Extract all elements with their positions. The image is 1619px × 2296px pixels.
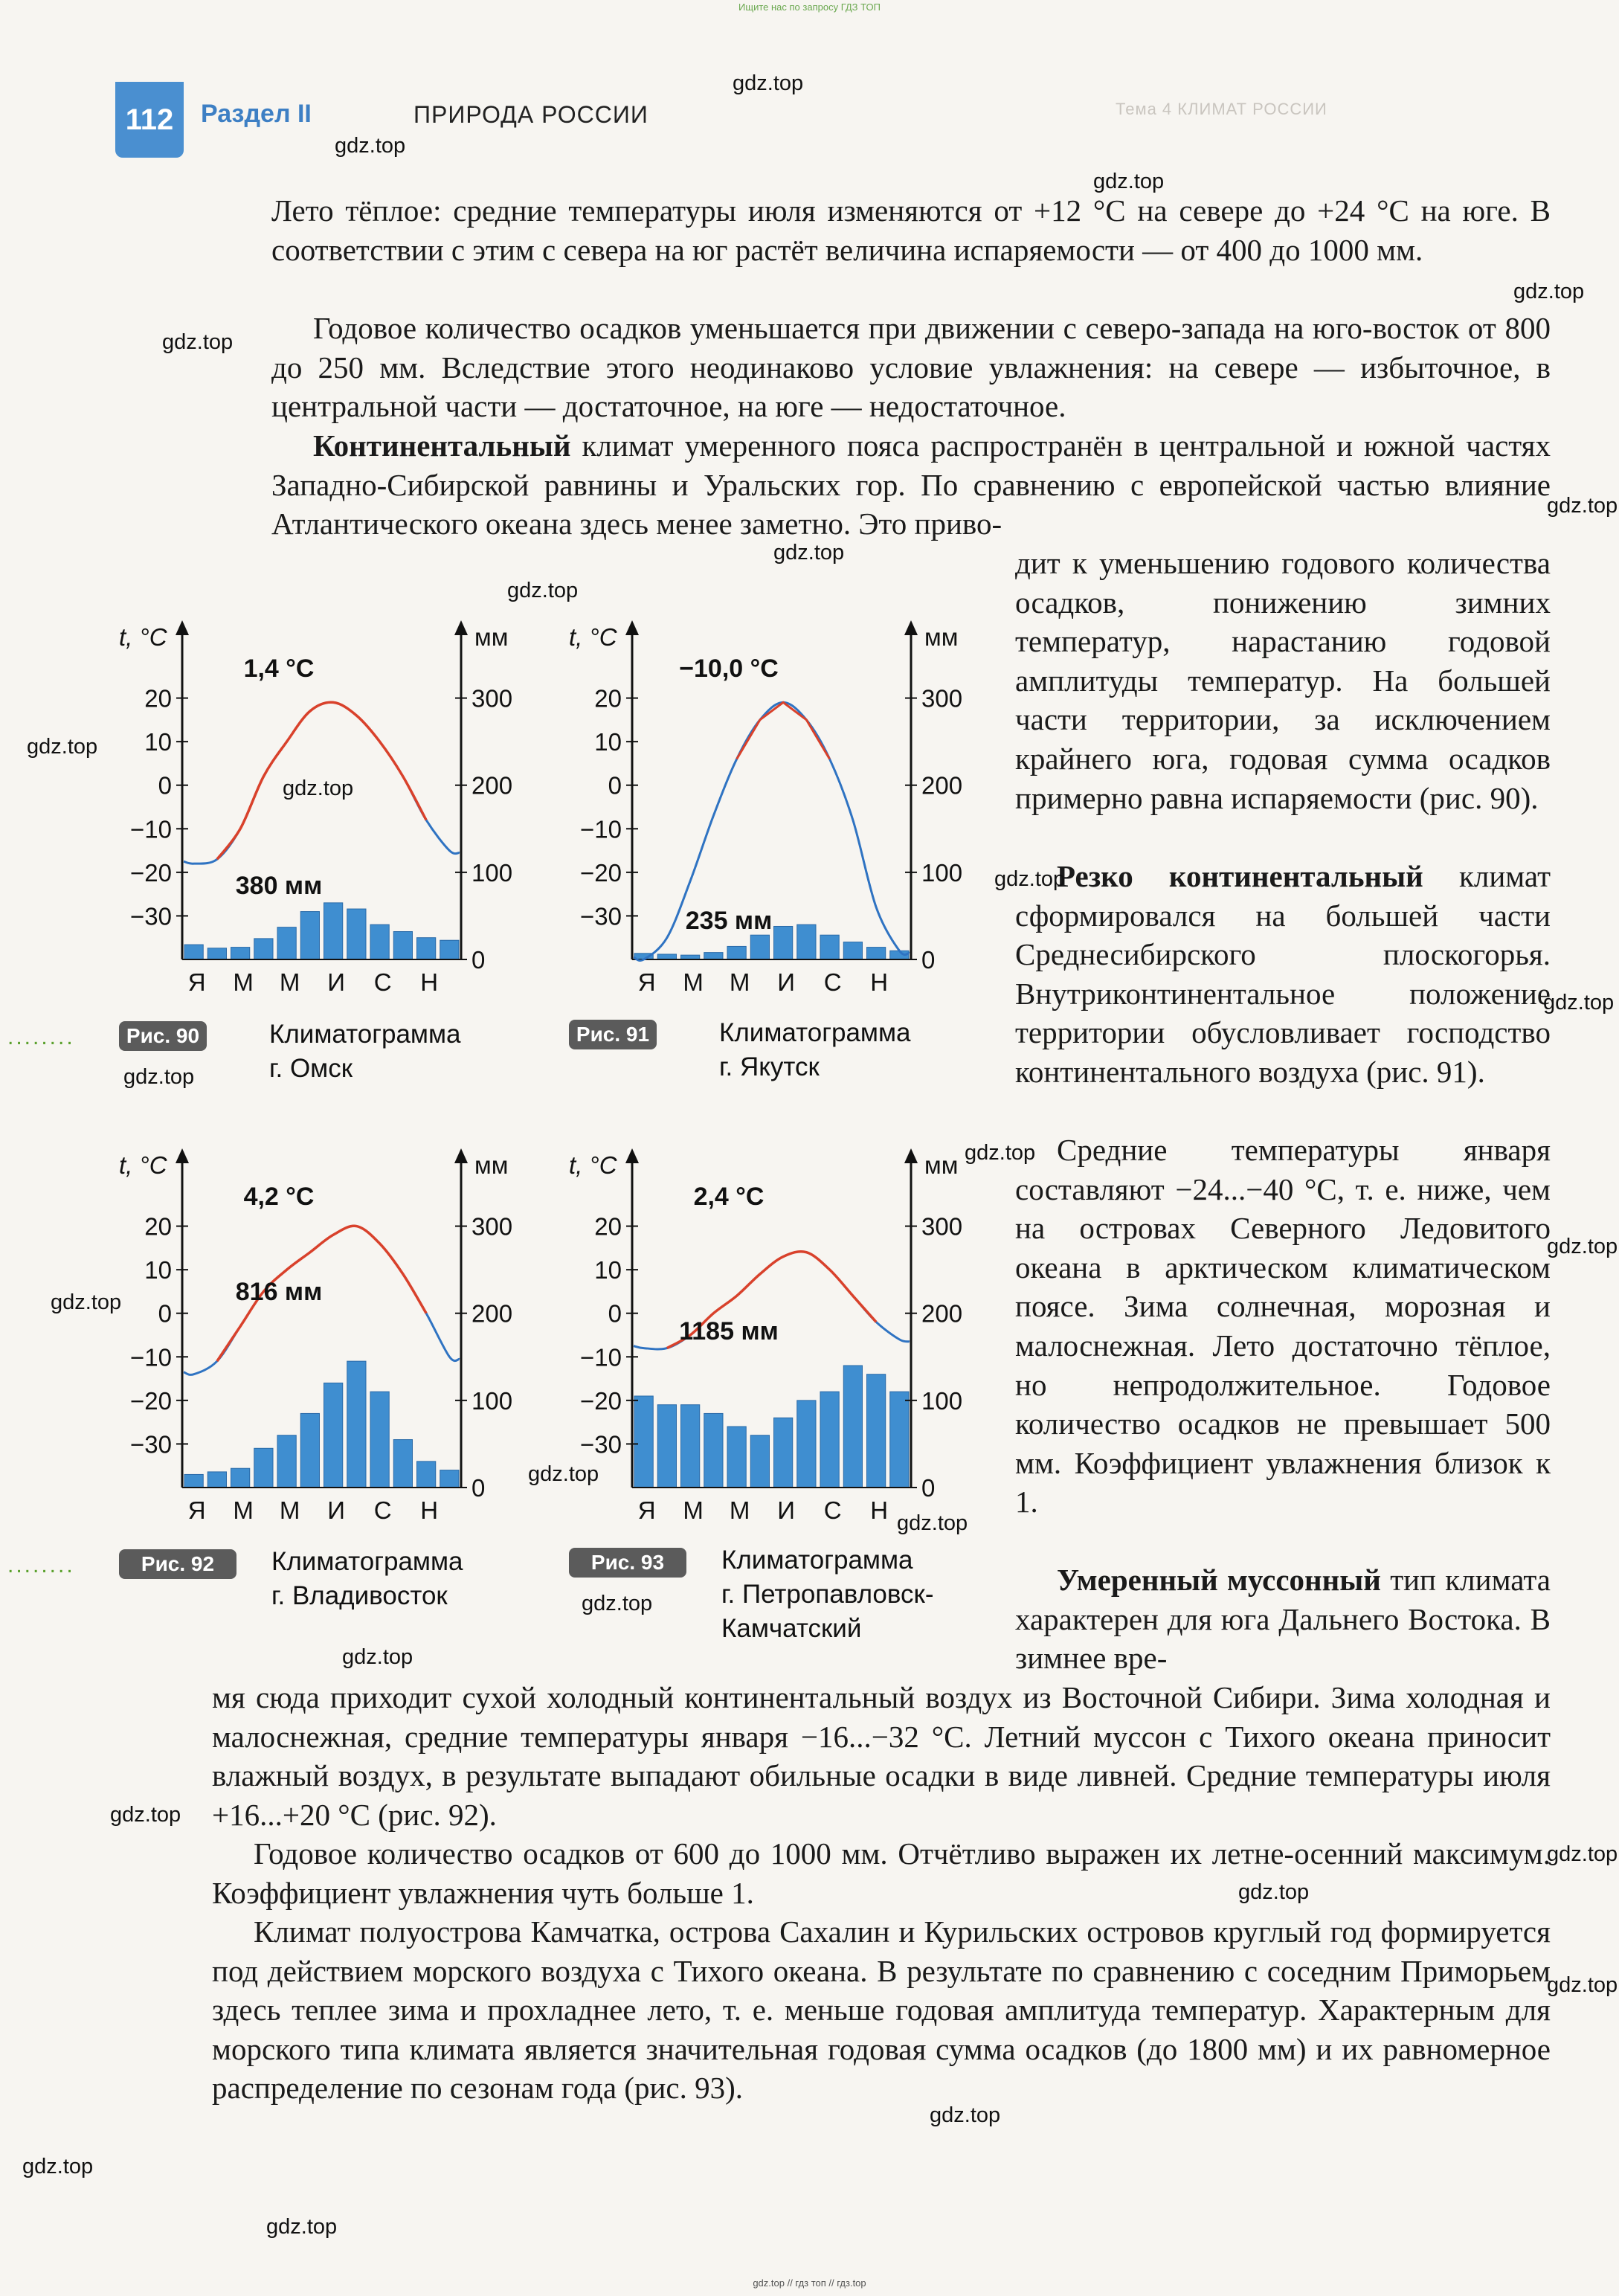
watermark: gdz.top [528, 1462, 599, 1486]
fig90-dots: ........ [7, 1025, 75, 1049]
fig91-caption: Климатограмма г. Якутск [719, 1018, 911, 1081]
watermark: gdz.top [1547, 1842, 1618, 1866]
precip-tick-label: 200 [471, 771, 513, 800]
temp-tick-label: 20 [594, 1212, 622, 1241]
precip-bar [231, 948, 250, 959]
paragraph-annual-precip: Годовое количество осадков от 600 до 1000 мм. Отчётливо выражен их летне-осенний максимум. Коэффициент увлажнения чуть больше 1. [212, 1836, 1551, 1910]
bleedthrough-header: Тема 4 КЛИМАТ РОССИИ [1116, 100, 1327, 118]
temp-tick-label: −30 [130, 1430, 172, 1459]
precip-bar [867, 948, 886, 959]
precip-axis-arrow [904, 1148, 918, 1163]
precip-bar [393, 932, 412, 959]
fig90-badge: Рис. 90 [119, 1021, 207, 1051]
paragraph-summer: Лето тёплое: средние температуры июля изменяются от +12 °С на севере до +24 °С на юге. В соответствии с этим с севера на юг растёт величина испаряемости — от 400 до 1000 мм. [271, 193, 1551, 267]
mean-temperature-label: 2,4 °C [693, 1183, 765, 1211]
temp-axis-arrow [625, 620, 639, 635]
watermark: gdz.top [1547, 1973, 1618, 1997]
month-label: И [327, 968, 345, 996]
month-label: Н [870, 968, 889, 996]
precip-bar [347, 909, 366, 959]
watermark: gdz.top [897, 1511, 968, 1535]
paragraph-monsoon-cont: мя сюда приходит сухой холодный континентальный воздух из Восточной Сибири. Зима холодная и малоснежная, средние температуры января −16...−32 °С. Летний муссон с Тихого океана приносит влажный воздух, в результате выпадают обильные осадки в виде ливней. Средние температуры июля +16...+20 °С (рис. 92). [212, 1680, 1551, 1832]
precip-tick-label: 300 [471, 684, 513, 713]
month-label: Н [420, 968, 439, 996]
precip-bar [440, 1470, 459, 1488]
watermark: gdz.top [22, 2155, 94, 2178]
temp-tick-label: 20 [594, 684, 622, 713]
paragraph-kamchatka: Климат полуострова Камчатка, острова Сахалин и Курильских островов круглый год формируется под действием морского воздуха с Тихого океана. В результате по сравнению с соседним Приморьем здесь теплее зима и прохладнее лето, т. е. меньше годовая амплитуда температур. Характерным для морского типа климата является значительная годовая сумма осадков (до 1800 мм) и их равномерное распределение по сезонам года (рис. 93). [212, 1914, 1551, 2106]
mean-temperature-label: 1,4 °C [243, 655, 315, 683]
fig92-caption: Климатограмма г. Владивосток [271, 1547, 463, 1610]
precip-bar [727, 1427, 746, 1488]
precip-bar [774, 926, 793, 959]
month-label: И [777, 1496, 795, 1524]
watermark: gdz.top [51, 1290, 122, 1314]
precip-bar [774, 1418, 793, 1488]
precip-bar [657, 1405, 676, 1488]
month-label: М [683, 1496, 704, 1524]
precip-bar [254, 1448, 273, 1488]
fig93-caption: Климатограмма г. Петропавловск- Камчатский [721, 1546, 934, 1643]
month-label: С [823, 1496, 842, 1524]
watermark: gdz.top [1547, 494, 1618, 518]
precip-bar [417, 1461, 436, 1488]
precip-tick-label: 200 [921, 1299, 963, 1328]
annual-precip-label: 1185 мм [679, 1316, 779, 1345]
watermark: gdz.top [110, 1803, 181, 1827]
term-monsoon: Умеренный муссонный [1057, 1563, 1381, 1597]
watermark: gdz.top [1093, 170, 1165, 193]
temp-axis-label: t, °C [119, 1151, 167, 1179]
temp-tick-label: 0 [608, 771, 622, 800]
precip-axis-label: мм [474, 623, 509, 651]
paragraph-january: Средние температуры января составляют −24...−40 °С, т. е. ниже, чем на островах Северного Ледовитого океана в арктическом климатическом поясе. Зима солнечная, морозная и малоснежная. Лето достаточно тёплое, но непродолжительное. Годовое количество осадков не превышает 500 мм. Коэффициент увлажнения близок к 1. [1015, 1133, 1551, 1520]
page-number: 112 [115, 82, 184, 158]
chapter-title: ПРИРОДА РОССИИ [413, 101, 648, 128]
precip-tick-label: 300 [471, 1212, 513, 1241]
mean-temperature-label: −10,0 °C [679, 655, 779, 683]
precip-axis-label: мм [924, 1151, 959, 1179]
section-title: Раздел II [201, 100, 312, 128]
month-label: М [279, 1496, 300, 1524]
annual-precip-label: 816 мм [235, 1278, 323, 1307]
month-label: И [327, 1496, 345, 1524]
climatogram-yakutsk [561, 595, 978, 997]
precip-axis-label: мм [474, 1151, 509, 1179]
temp-tick-label: −10 [130, 1343, 172, 1372]
term-continental: Континентальный [313, 428, 571, 463]
temp-axis-label: t, °C [569, 623, 617, 651]
climatogram-petropavlovsk [561, 1123, 978, 1525]
temp-axis-label: t, °C [569, 1151, 617, 1179]
mean-temperature-label: 4,2 °C [243, 1183, 315, 1211]
precip-bar [843, 942, 862, 959]
month-label: М [279, 968, 300, 996]
precip-axis-arrow [454, 620, 468, 635]
paragraph-precipitation: Годовое количество осадков уменьшается при движении с северо-запада на юго-восток от 800 до 250 мм. Вследствие этого неодинаково условие увлажнения: на севере — избыточное, в центральной части — достаточное, на юге — недостаточное. [271, 311, 1551, 424]
temp-tick-label: 0 [608, 1299, 622, 1328]
month-label: Н [420, 1496, 439, 1524]
precip-bar [370, 924, 389, 959]
temp-tick-label: 10 [144, 728, 172, 756]
temp-tick-label: 20 [144, 1212, 172, 1241]
fig91-badge: Рис. 91 [569, 1020, 657, 1049]
watermark: gdz.top [266, 2215, 338, 2239]
precip-bar [300, 912, 319, 959]
precip-bar [207, 948, 226, 959]
precip-bar [634, 1396, 653, 1488]
watermark: gdz.top [733, 71, 804, 95]
fig90-caption: Климатограмма г. Омск [269, 1020, 461, 1083]
precip-tick-label: 300 [921, 684, 963, 713]
watermark: gdz.top [1238, 1880, 1310, 1904]
precip-axis-arrow [454, 1148, 468, 1163]
precip-bar [417, 938, 436, 959]
precip-bar [867, 1374, 886, 1488]
temp-tick-label: −10 [580, 1343, 622, 1372]
watermark: gdz.top [1547, 1235, 1618, 1258]
precip-bar [184, 1474, 203, 1488]
precip-bar [254, 939, 273, 959]
precip-tick-label: 0 [471, 946, 486, 974]
month-label: Я [637, 968, 656, 996]
precip-bar [704, 953, 723, 959]
precip-bar [370, 1392, 389, 1488]
watermark: gdz.top [123, 1065, 195, 1089]
watermark: gdz.top [930, 2103, 1001, 2127]
temp-tick-label: 10 [594, 728, 622, 756]
month-label: С [823, 968, 842, 996]
temp-tick-label: −20 [580, 858, 622, 887]
term-sharp-continental: Резко континентальный [1057, 859, 1423, 893]
bottom-note: gdz.top // гдз топ // гдз.top [753, 2277, 866, 2289]
precip-bar [207, 1472, 226, 1488]
precip-bar [727, 946, 746, 959]
watermark: gdz.top [773, 541, 845, 565]
precip-bar [300, 1413, 319, 1488]
watermark: gdz.top [27, 735, 98, 759]
precip-tick-label: 100 [921, 1386, 963, 1415]
paragraph-continental-cont: дит к уменьшению годового количества осадков, понижению зимних температур, нарастанию годовой амплитуды температур. На большей части территории, за исключением крайнего юга, годовая сумма осадков примерно равна испаряемости (рис. 90). [1015, 546, 1551, 815]
temp-tick-label: 0 [158, 1299, 172, 1328]
precip-tick-label: 300 [921, 1212, 963, 1241]
precip-tick-label: 0 [471, 1474, 486, 1502]
precip-bar [231, 1468, 250, 1488]
precip-axis-arrow [904, 620, 918, 635]
watermark: gdz.top [994, 867, 1066, 891]
precip-bar [820, 935, 839, 959]
watermark: gdz.top [507, 579, 579, 602]
temp-tick-label: 10 [144, 1256, 172, 1284]
fig93-badge: Рис. 93 [569, 1548, 686, 1578]
watermark: gdz.top [1543, 991, 1615, 1014]
temp-axis-label: t, °C [119, 623, 167, 651]
temp-tick-label: −30 [580, 1430, 622, 1459]
precip-bar [843, 1366, 862, 1488]
precip-tick-label: 0 [921, 1474, 936, 1502]
fig92-badge: Рис. 92 [119, 1549, 236, 1579]
precip-bar [681, 1405, 700, 1488]
precip-bar [324, 903, 343, 959]
month-label: С [373, 968, 392, 996]
fig92-dots: ........ [7, 1553, 75, 1578]
temp-axis-arrow [176, 1148, 189, 1163]
month-label: М [233, 1496, 254, 1524]
month-label: Я [637, 1496, 656, 1524]
precip-bar [797, 1401, 816, 1488]
watermark: gdz.top [335, 134, 406, 158]
watermark: gdz.top [582, 1592, 653, 1615]
temp-tick-label: 10 [594, 1256, 622, 1284]
annual-precip-label: 380 мм [235, 872, 323, 901]
temp-tick-label: 0 [158, 771, 172, 800]
month-label: М [729, 968, 750, 996]
temp-tick-label: −10 [130, 815, 172, 843]
temperature-curve-warm [737, 702, 830, 759]
top-note: Ищите нас по запросу ГДЗ ТОП [738, 1, 881, 13]
month-label: М [683, 968, 704, 996]
precip-bar [820, 1392, 839, 1488]
precip-tick-label: 100 [921, 858, 963, 887]
precip-bar [890, 1392, 909, 1488]
precip-tick-label: 100 [471, 858, 513, 887]
temp-tick-label: −30 [580, 902, 622, 930]
month-label: М [729, 1496, 750, 1524]
precip-bar [324, 1383, 343, 1488]
temp-tick-label: −20 [130, 1386, 172, 1415]
precip-bar [797, 924, 816, 959]
precip-bar [277, 1435, 296, 1488]
annual-precip-label: 235 мм [685, 907, 773, 935]
precip-tick-label: 100 [471, 1386, 513, 1415]
month-label: Я [187, 1496, 206, 1524]
month-label: Н [870, 1496, 889, 1524]
paragraph-monsoon: Умеренный муссонный тип климата характерен для юга Дальнего Востока. В зимнее вре- [1015, 1563, 1551, 1676]
temp-tick-label: −30 [130, 902, 172, 930]
precip-bar [277, 927, 296, 959]
precip-tick-label: 200 [921, 771, 963, 800]
precip-bar [750, 935, 769, 959]
precip-bar [347, 1361, 366, 1488]
precip-tick-label: 200 [471, 1299, 513, 1328]
month-label: С [373, 1496, 392, 1524]
watermark: gdz.top [342, 1645, 413, 1669]
temp-tick-label: 20 [144, 684, 172, 713]
precip-axis-label: мм [924, 623, 959, 651]
month-label: И [777, 968, 795, 996]
paragraph-continental: Континентальный климат умеренного пояса распространён в центральной и южной частях Западно-Сибирской равнины и Уральских гор. По сравнению с европейской частью влияние Атлантического океана здесь менее заметно. Это приво- [271, 428, 1551, 541]
paragraph-sharp-continental: Резко континентальный климат сформировался на большей части Среднесибирского плоскогорья. Внутриконтинентальное положение территории обусловливает господство континентального воздуха (рис. 91). [1015, 859, 1551, 1089]
precip-bar [704, 1413, 723, 1488]
watermark: gdz.top [283, 776, 354, 800]
temp-tick-label: −20 [130, 858, 172, 887]
temp-tick-label: −20 [580, 1386, 622, 1415]
precip-bar [184, 945, 203, 959]
precip-tick-label: 0 [921, 946, 936, 974]
temp-tick-label: −10 [580, 815, 622, 843]
precip-bar [657, 954, 676, 959]
climatogram-vladivostok [112, 1123, 528, 1525]
precip-bar [440, 940, 459, 959]
watermark: gdz.top [162, 330, 234, 354]
watermark: gdz.top [1513, 280, 1585, 303]
month-label: М [233, 968, 254, 996]
precip-bar [393, 1440, 412, 1488]
temp-axis-arrow [176, 620, 189, 635]
month-label: Я [187, 968, 206, 996]
watermark: gdz.top [965, 1141, 1036, 1165]
temp-axis-arrow [625, 1148, 639, 1163]
precip-bar [750, 1435, 769, 1488]
